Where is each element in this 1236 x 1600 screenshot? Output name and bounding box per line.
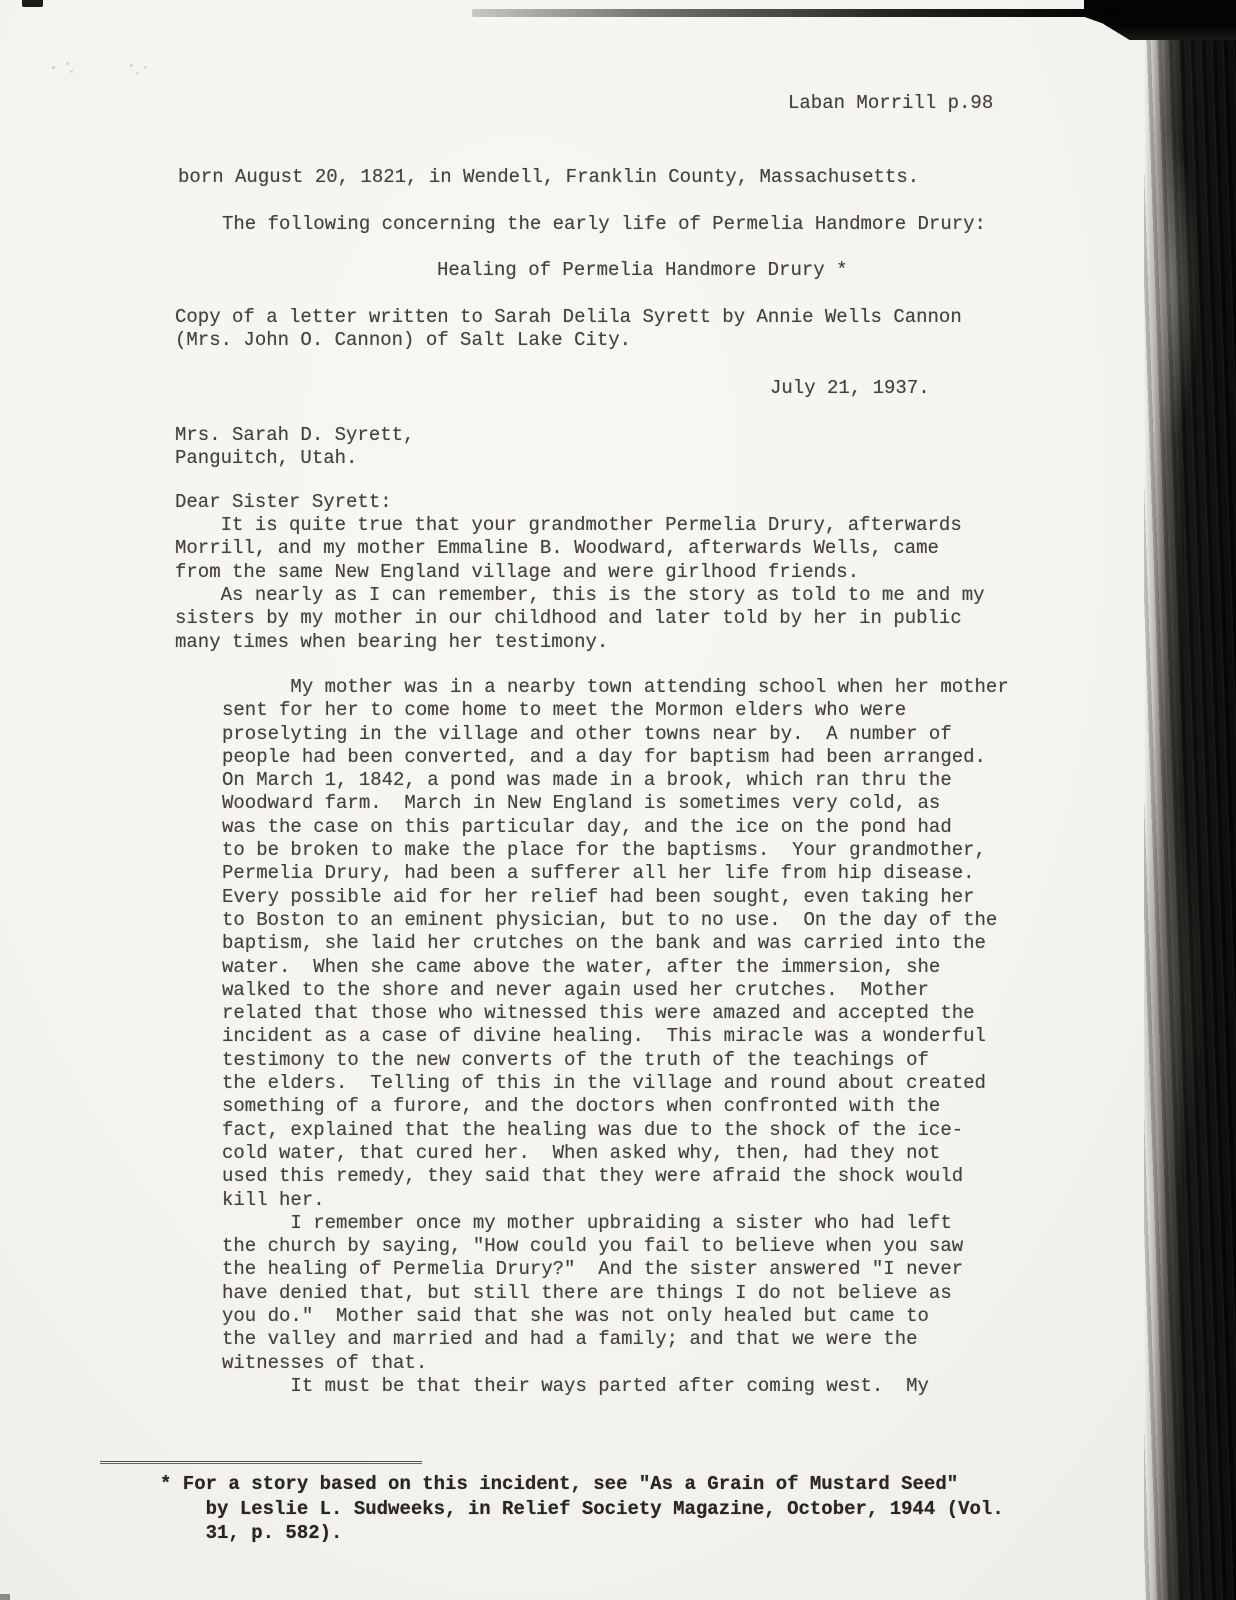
letter-date: July 21, 1937. (770, 377, 930, 399)
pencil-mark-artifact (48, 58, 158, 80)
paragraph-1 (175, 514, 962, 584)
scan-edge-right (1144, 0, 1236, 1600)
body-line: Morrill, and my mother Emmaline B. Woodward, afterwards Wells, came (175, 537, 939, 560)
body-line: My mother was in a nearby town attending school when her mother (222, 676, 1009, 698)
footnote-line: * For a story based on this incident, see "As a Grain of Mustard Seed" (160, 1473, 959, 1495)
body-line: fact, explained that the healing was due to the shock of the ice- (222, 1118, 964, 1141)
body-line: sisters by my mother in our childhood and later told by her in public (175, 607, 962, 630)
body-line: the healing of Permelia Drury?" And the sister answered "I never (222, 1258, 964, 1281)
body-line: used this remedy, they said that they were afraid the shock would (222, 1165, 964, 1188)
body-line: the valley and married and had a family; and that we were the (222, 1328, 918, 1351)
body-line: the church by saying, "How could you fail to believe when you saw (222, 1235, 964, 1258)
recipient-address (175, 424, 414, 471)
body-line: I remember once my mother upbraiding a sister who had left (222, 1211, 952, 1234)
copy-note (175, 306, 962, 353)
body-line: On March 1, 1842, a pond was made in a brook, which ran thru the (222, 769, 952, 792)
body-line: kill her. (222, 1188, 325, 1211)
body-line: related that those who witnessed this were amazed and accepted the (222, 1002, 975, 1025)
body-line: you do." Mother said that she was not only healed but came to (222, 1305, 929, 1328)
body-line: It must be that their ways parted after coming west. My (222, 1374, 929, 1397)
address-line: Panguitch, Utah. (175, 447, 358, 470)
body-line: from the same New England village and were girlhood friends. (175, 560, 860, 583)
body-line: sent for her to come home to meet the Mormon elders who were (222, 699, 907, 722)
scan-mark-bottom-left (0, 1594, 10, 1600)
body-line: Permelia Drury, had been a sufferer all her life from hip disease. (222, 862, 975, 885)
intro-line: The following concerning the early life of Permelia Handmore Drury: (222, 213, 986, 235)
body-line: baptism, she laid her crutches on the bank and was carried into the (222, 932, 986, 955)
body-line: Woodward farm. March in New England is sometimes very cold, as (222, 792, 941, 815)
body-line: people had been converted, and a day for baptism had been arranged. (222, 745, 986, 768)
footnote (160, 1472, 1004, 1546)
body-line: witnesses of that. (222, 1351, 428, 1374)
body-line: proselyting in the village and other towns near by. A number of (222, 722, 952, 745)
copy-note-line: (Mrs. John O. Cannon) of Salt Lake City. (175, 329, 632, 352)
body-line: testimony to the new converts of the truth of the teachings of (222, 1048, 929, 1071)
scan-edge-top-right (1084, 0, 1236, 40)
body-line: many times when bearing her testimony. (175, 630, 609, 653)
salutation: Dear Sister Syrett: (175, 491, 392, 513)
document-title: Healing of Permelia Handmore Drury * (437, 259, 848, 281)
footnote-separator (100, 1461, 422, 1464)
body-line: something of a furore, and the doctors when confronted with the (222, 1095, 941, 1118)
story-block (222, 676, 1009, 1398)
body-line: Every possible aid for her relief had been sought, even taking her (222, 885, 975, 908)
body-line: was the case on this particular day, and the ice on the pond had (222, 815, 952, 838)
body-line: to Boston to an eminent physician, but to no use. On the day of the (222, 908, 998, 931)
scan-mark-top-left (22, 0, 43, 7)
body-line: walked to the shore and never again used her crutches. Mother (222, 978, 929, 1001)
body-line: cold water, that cured her. When asked why, then, had they not (222, 1141, 941, 1164)
address-line: Mrs. Sarah D. Syrett, (175, 424, 415, 446)
paragraph-2 (175, 584, 985, 654)
body-line: the elders. Telling of this in the village and round about created (222, 1072, 986, 1095)
body-line: to be broken to make the place for the baptisms. Your grandmother, (222, 839, 986, 862)
scan-edge-top (472, 9, 1120, 17)
page-header-citation: Laban Morrill p.98 (788, 92, 994, 114)
body-line: It is quite true that your grandmother Permelia Drury, afterwards (175, 514, 962, 536)
body-line: As nearly as I can remember, this is the story as told to me and my (175, 584, 985, 606)
copy-note-line: Copy of a letter written to Sarah Delila Syrett by Annie Wells Cannon (175, 306, 962, 328)
footnote-line: 31, p. 582). (160, 1522, 343, 1545)
body-line: water. When she came above the water, after the immersion, she (222, 955, 941, 978)
body-line: incident as a case of divine healing. This miracle was a wonderful (222, 1025, 986, 1048)
body-line: have denied that, but still there are things I do not believe as (222, 1281, 952, 1304)
footnote-line: by Leslie L. Sudweeks, in Relief Society Magazine, October, 1944 (Vol. (160, 1497, 1004, 1520)
opening-line: born August 20, 1821, in Wendell, Franklin County, Massachusetts. (178, 166, 920, 188)
